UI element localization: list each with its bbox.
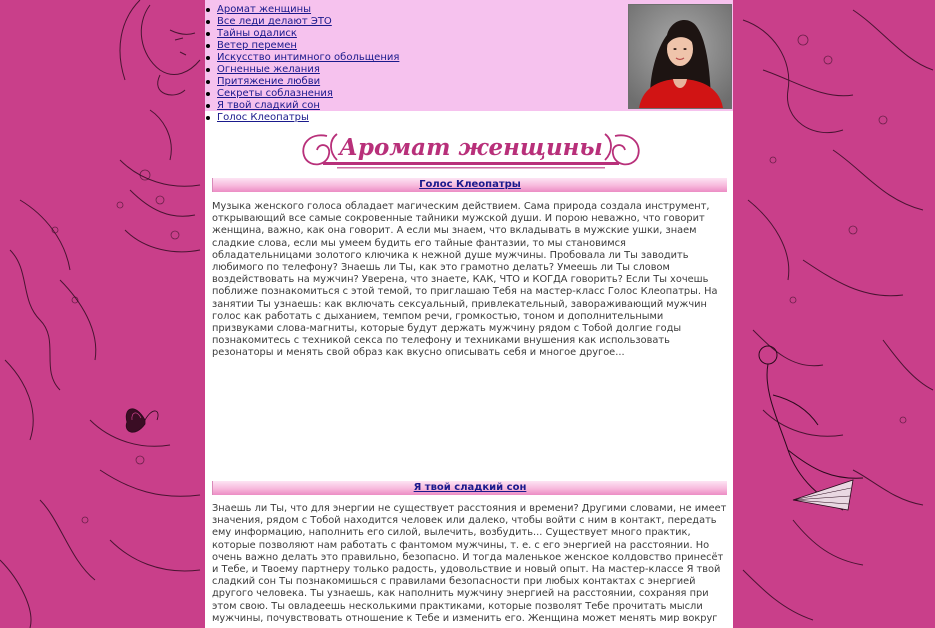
bullet-icon	[206, 32, 210, 36]
nav-link-tainy[interactable]: Тайны одалиск	[217, 28, 297, 39]
bullet-icon	[206, 44, 210, 48]
content-page	[205, 0, 733, 628]
section-header-golos	[212, 178, 727, 192]
bullet-icon	[206, 116, 210, 120]
butterfly-icon	[126, 409, 158, 432]
nav-link-prityazhenie[interactable]: Притяжение любви	[217, 76, 321, 87]
nav-link-vse-ledi[interactable]: Все леди делают ЭТО	[217, 16, 332, 27]
nav-item	[205, 40, 625, 52]
section-title-link-sladkiy-son[interactable]: Я твой сладкий сон	[413, 482, 527, 493]
nav-link-golos[interactable]: Голос Клеопатры	[217, 112, 309, 123]
nav-item	[205, 4, 625, 16]
nav-item	[205, 52, 625, 64]
site-logo	[297, 128, 645, 172]
bullet-icon	[206, 20, 210, 24]
nav-item	[205, 16, 625, 28]
nav-item	[205, 100, 625, 112]
nav-link-veter[interactable]: Ветер перемен	[217, 40, 297, 51]
bullet-icon	[206, 56, 210, 60]
nav-item	[205, 76, 625, 88]
right-floral-decoration	[733, 0, 935, 628]
bullet-icon	[206, 68, 210, 72]
section-body-golos: Музыка женского голоса обладает магическим действием. Сама природа создала инструмент, открывающий все самые сокровенные тайники мужской души. И порою неважно, что говорит женщина, важно, как она говорит. А если мы знаем, что вкладывать в мужские ушки, знаем сладкие слова, если мы умеем будить его тайные фантазии, то мы становимся обладательницами золотого ключика к нежной душе мужчины. Пробовала ли Ты заводить любимого по телефону? Знаешь ли Ты, как это грамотно делать? Умеешь ли Ты словом воздействовать на мужчин? Уверена, что знаете, КАК, ЧТО и КОГДА говорить? Если Ты хочешь поближе познакомиться с этой темой, то приглашаю Тебя на мастер-класс Голос Клеопатры. На занятии Ты узнаешь: как включать сексуальный, привлекательный, завораживающий мужчин голос как работать с дыханием, темпом речи, громкостью, тоном и дополнительными призвуками слова-магниты, которые будут держать мужчину рядом с Тобой долгие годы познакомитесь с техникой секса по телефону и техниками внушения как использовать резонаторы и менять свой образ как вкусно описывать себя и многое другое...	[212, 201, 718, 359]
fan-icon	[793, 480, 853, 510]
bullet-icon	[206, 8, 210, 12]
nav-list	[205, 4, 625, 124]
logo-ornament-icon	[297, 128, 645, 172]
bullet-icon	[206, 80, 210, 84]
nav-item	[205, 112, 625, 124]
nav-item	[205, 64, 625, 76]
nav-link-sladkiy-son[interactable]: Я твой сладкий сон	[217, 100, 320, 111]
section-title-link-golos[interactable]: Голос Клеопатры	[419, 179, 521, 190]
section-header-sladkiy-son	[212, 481, 727, 495]
left-floral-decoration	[0, 0, 205, 628]
nav-item	[205, 28, 625, 40]
nav-link-ognennye[interactable]: Огненные желания	[217, 64, 320, 75]
nav-link-aromat[interactable]: Аромат женщины	[217, 4, 312, 15]
portrait-photo-icon	[629, 5, 731, 108]
nav-item	[205, 88, 625, 100]
logo-text: Аромат женщины	[339, 134, 603, 161]
author-photo	[628, 4, 732, 109]
bullet-icon	[206, 104, 210, 108]
nav-link-sekrety[interactable]: Секреты соблазнения	[217, 88, 333, 99]
section-body-sladkiy-son: Знаешь ли Ты, что для энергии не существует расстояния и времени? Другими словами, не имеет значения, рядом с Тобой находится человек или далеко, чтобы войти с ним в контакт, передать ему информацию, наполнить его силой, вылечить, возбудить... Существует много практик, которые позволяют нам работать с фантомом мужчины, т. е. с его энергией на расстоянии. Но очень важно делать это правильно, безопасно. И тогда маленькое женское колдовство принесёт и Тебе, и Твоему партнеру только радость, удовольствие и новый опыт. На мастер-классе Я твой сладкий сон Ты познакомишься с правилами безопасности при любых контактах с энергией другого человека. Ты узнаешь, как наполнить мужчину энергией на расстоянии, сохраняя при этом свою. Ты овладеешь несколькими практиками, которые позволят Тебе прочитать мысли мужчины, почувствовать отношение к Тебе и изменить его. Женщина может менять мир вокруг	[212, 503, 727, 624]
bullet-icon	[206, 92, 210, 96]
nav-link-iskusstvo[interactable]: Искусство интимного обольщения	[217, 52, 400, 63]
